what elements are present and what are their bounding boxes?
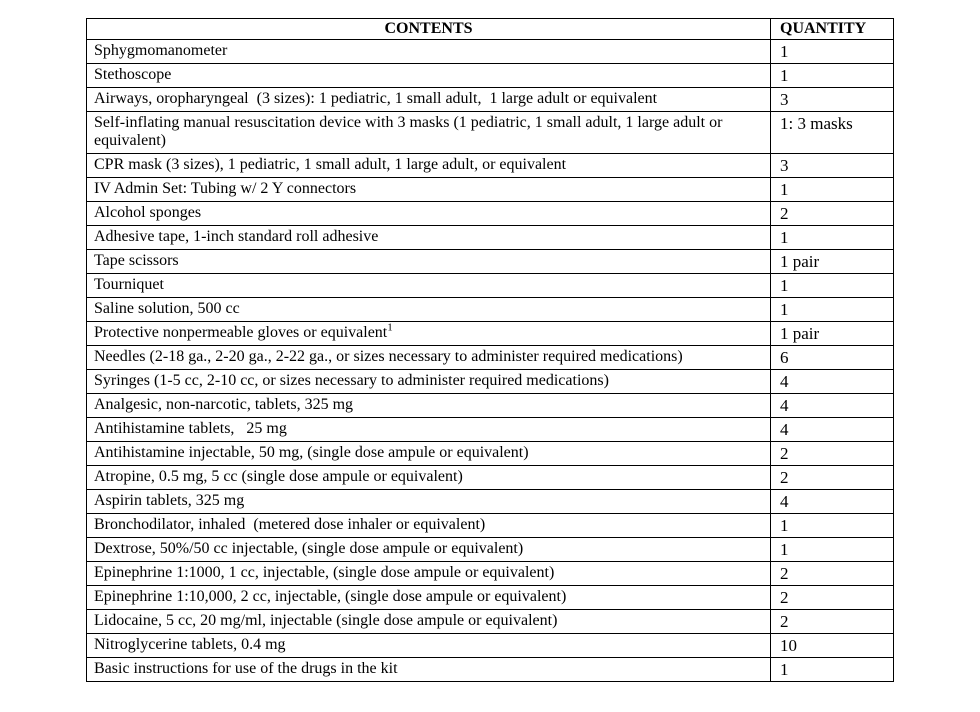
row-contents: Sphygmomanometer <box>87 40 771 64</box>
table-row <box>87 250 894 274</box>
table-row <box>87 538 894 562</box>
table-row <box>87 490 894 514</box>
table-row <box>87 514 894 538</box>
table-row <box>87 112 894 154</box>
row-contents: Alcohol sponges <box>87 202 771 226</box>
row-quantity: 1 <box>771 514 894 538</box>
row-contents: Lidocaine, 5 cc, 20 mg/ml, injectable (single dose ampule or equivalent) <box>87 610 771 634</box>
table-row <box>87 466 894 490</box>
row-contents: Tourniquet <box>87 274 771 298</box>
row-quantity: 4 <box>771 394 894 418</box>
row-quantity: 2 <box>771 442 894 466</box>
table-row <box>87 562 894 586</box>
row-quantity: 4 <box>771 370 894 394</box>
row-quantity: 1: 3 masks <box>771 112 894 154</box>
contents-column-header: CONTENTS <box>87 19 771 40</box>
row-contents: Saline solution, 500 cc <box>87 298 771 322</box>
row-contents: Epinephrine 1:10,000, 2 cc, injectable, (single dose ampule or equivalent) <box>87 586 771 610</box>
table-row <box>87 274 894 298</box>
table-row <box>87 586 894 610</box>
row-contents: Epinephrine 1:1000, 1 cc, injectable, (single dose ampule or equivalent) <box>87 562 771 586</box>
row-quantity: 1 <box>771 226 894 250</box>
row-quantity: 1 <box>771 658 894 682</box>
header-row <box>87 19 894 40</box>
row-contents: Adhesive tape, 1-inch standard roll adhesive <box>87 226 771 250</box>
row-contents: CPR mask (3 sizes), 1 pediatric, 1 small adult, 1 large adult, or equivalent <box>87 154 771 178</box>
table-body <box>87 40 894 682</box>
row-contents: Stethoscope <box>87 64 771 88</box>
table-row <box>87 322 894 346</box>
row-quantity: 10 <box>771 634 894 658</box>
row-contents: Self-inflating manual resuscitation device with 3 masks (1 pediatric, 1 small adult, 1 large adult or equivalent) <box>87 112 771 154</box>
medical-kit-contents-table <box>86 18 894 682</box>
row-quantity: 1 <box>771 178 894 202</box>
row-contents: Tape scissors <box>87 250 771 274</box>
table-header <box>87 19 894 40</box>
row-contents: Nitroglycerine tablets, 0.4 mg <box>87 634 771 658</box>
row-quantity: 6 <box>771 346 894 370</box>
row-contents: Atropine, 0.5 mg, 5 cc (single dose ampule or equivalent) <box>87 466 771 490</box>
table-row <box>87 88 894 112</box>
row-contents: Needles (2-18 ga., 2-20 ga., 2-22 ga., or sizes necessary to administer required medications) <box>87 346 771 370</box>
table-row <box>87 40 894 64</box>
row-contents: Aspirin tablets, 325 mg <box>87 490 771 514</box>
table-row <box>87 394 894 418</box>
row-quantity: 3 <box>771 154 894 178</box>
table-row <box>87 418 894 442</box>
footnote-marker: 1 <box>387 321 393 334</box>
quantity-column-header: QUANTITY <box>771 19 894 40</box>
row-quantity: 1 <box>771 538 894 562</box>
row-quantity: 1 pair <box>771 322 894 346</box>
table-row <box>87 298 894 322</box>
row-contents: Antihistamine injectable, 50 mg, (single dose ampule or equivalent) <box>87 442 771 466</box>
table-row <box>87 370 894 394</box>
table-row <box>87 634 894 658</box>
table-row <box>87 346 894 370</box>
table-row <box>87 658 894 682</box>
row-quantity: 4 <box>771 490 894 514</box>
row-quantity: 2 <box>771 610 894 634</box>
row-contents: IV Admin Set: Tubing w/ 2 Y connectors <box>87 178 771 202</box>
row-quantity: 4 <box>771 418 894 442</box>
row-quantity: 2 <box>771 202 894 226</box>
table-row <box>87 610 894 634</box>
row-quantity: 1 <box>771 64 894 88</box>
row-quantity: 3 <box>771 88 894 112</box>
row-contents: Basic instructions for use of the drugs in the kit <box>87 658 771 682</box>
row-quantity: 1 <box>771 298 894 322</box>
row-quantity: 1 <box>771 40 894 64</box>
table-row <box>87 226 894 250</box>
row-quantity: 2 <box>771 562 894 586</box>
table-row <box>87 442 894 466</box>
row-contents: Airways, oropharyngeal (3 sizes): 1 pediatric, 1 small adult, 1 large adult or equivalent <box>87 88 771 112</box>
row-quantity: 2 <box>771 586 894 610</box>
row-quantity: 1 pair <box>771 250 894 274</box>
row-contents: Syringes (1-5 cc, 2-10 cc, or sizes necessary to administer required medications) <box>87 370 771 394</box>
row-contents: Protective nonpermeable gloves or equivalent$^1$ <box>87 322 771 346</box>
table-row <box>87 178 894 202</box>
row-contents: Analgesic, non-narcotic, tablets, 325 mg <box>87 394 771 418</box>
table-row <box>87 202 894 226</box>
row-contents: Dextrose, 50%/50 cc injectable, (single dose ampule or equivalent) <box>87 538 771 562</box>
row-contents: Antihistamine tablets, 25 mg <box>87 418 771 442</box>
row-contents: Bronchodilator, inhaled (metered dose inhaler or equivalent) <box>87 514 771 538</box>
row-quantity: 1 <box>771 274 894 298</box>
table-row <box>87 154 894 178</box>
table-row <box>87 64 894 88</box>
row-quantity: 2 <box>771 466 894 490</box>
